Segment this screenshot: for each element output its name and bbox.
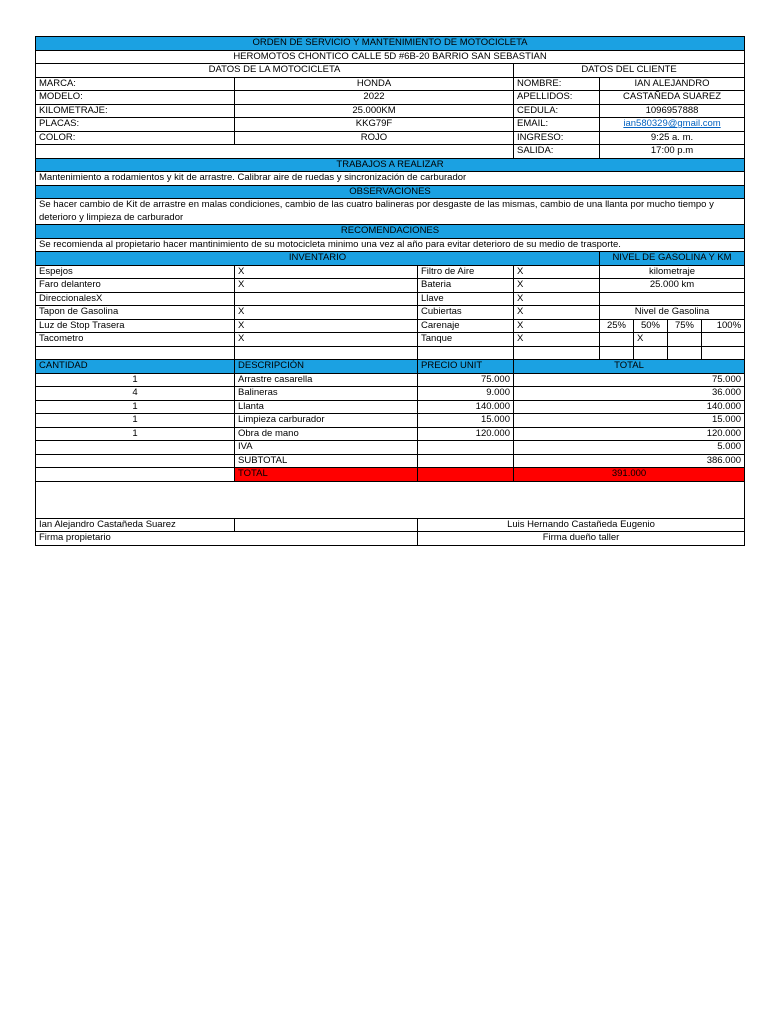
empty-cell (36, 346, 235, 360)
total-label: TOTAL (235, 468, 418, 482)
total-row (36, 468, 745, 482)
signature-space (36, 481, 745, 518)
empty-cell (514, 346, 600, 360)
item-desc: Balineras (235, 387, 418, 401)
service-order-table (35, 36, 745, 546)
item-unit-price: 15.000 (418, 414, 514, 428)
inventory-check: X (235, 306, 418, 320)
moto-label: PLACAS: (36, 118, 235, 132)
inventory-check: X (235, 319, 418, 333)
gas-level-75: 75% (668, 319, 702, 333)
inventory-item: Tacometro (36, 333, 235, 347)
client-email-cell (600, 118, 745, 132)
item-total: 15.000 (514, 414, 745, 428)
empty-cell (600, 292, 745, 306)
total-header: TOTAL (514, 360, 745, 374)
client-value: 17:00 p.m (600, 145, 745, 159)
item-row (36, 400, 745, 414)
inventory-item: Tanque (418, 333, 514, 347)
client-email-link[interactable]: ian580329@gmail.com (623, 118, 721, 129)
gas-level-100: 100% (702, 319, 745, 333)
empty-cell (235, 346, 418, 360)
items-header-row (36, 360, 745, 374)
data-row (36, 77, 745, 91)
client-value: IAN ALEJANDRO (600, 77, 745, 91)
subtotal-value: 386.000 (514, 454, 745, 468)
item-row (36, 387, 745, 401)
inventory-check: X (514, 306, 600, 320)
total-value: 391.000 (514, 468, 745, 482)
iva-row (36, 441, 745, 455)
moto-value: 25.000KM (235, 104, 514, 118)
owner-signature-label: Firma propietario (36, 532, 418, 546)
client-label: INGRESO: (514, 131, 600, 145)
item-qty: 1 (36, 427, 235, 441)
owner-name: Ian Alejandro Castañeda Suarez (36, 518, 235, 532)
desc-header: DESCRIPCIÓN (235, 360, 418, 374)
empty-cell (418, 346, 514, 360)
item-unit-price: 140.000 (418, 400, 514, 414)
data-row (36, 104, 745, 118)
gas-mark (668, 333, 702, 347)
data-row (36, 131, 745, 145)
recomendaciones-heading-row (36, 225, 745, 239)
client-value: CASTAÑEDA SUAREZ (600, 91, 745, 105)
km-label: kilometraje (600, 265, 745, 279)
observaciones-row (36, 199, 745, 225)
inventory-item: Luz de Stop Trasera (36, 319, 235, 333)
inventory-row (36, 279, 745, 293)
item-row (36, 427, 745, 441)
empty-cell (235, 518, 418, 532)
item-qty: 1 (36, 373, 235, 387)
trabajos-heading-row (36, 158, 745, 172)
inventory-item: Faro delantero (36, 279, 235, 293)
moto-label: COLOR: (36, 131, 235, 145)
service-order-sheet (35, 36, 744, 546)
inventory-check: X (514, 265, 600, 279)
item-desc: Arrastre casarella (235, 373, 418, 387)
inventory-row (36, 306, 745, 320)
inventario-heading-row (36, 252, 745, 266)
gas-level-label: Nivel de Gasolina (600, 306, 745, 320)
item-row (36, 414, 745, 428)
subtotal-row (36, 454, 745, 468)
moto-value: ROJO (235, 131, 514, 145)
recomendaciones-text: Se recomienda al propietario hacer mantinimiento de su motocicleta minimo una vez al año para evitar deterioro de su medio de trasporte. (36, 238, 745, 252)
order-title: ORDEN DE SERVICIO Y MANTENIMIENTO DE MOTOCICLETA (36, 37, 745, 51)
observaciones-heading-row (36, 185, 745, 199)
moto-value: KKG79F (235, 118, 514, 132)
inventory-check: X (235, 265, 418, 279)
client-label: NOMBRE: (514, 77, 600, 91)
moto-value: 2022 (235, 91, 514, 105)
inventory-spacer-row (36, 346, 745, 360)
title-row (36, 37, 745, 51)
inventory-item: Cubiertas (418, 306, 514, 320)
gas-mark (702, 333, 745, 347)
item-qty: 4 (36, 387, 235, 401)
shop-signature-label: Firma dueño taller (418, 532, 745, 546)
inventory-check: X (514, 333, 600, 347)
inventory-check (235, 292, 418, 306)
recomendaciones-row (36, 238, 745, 252)
inventory-check: X (514, 279, 600, 293)
inventory-item: DireccionalesX (36, 292, 235, 306)
recomendaciones-heading: RECOMENDACIONES (36, 225, 745, 239)
inventory-row (36, 319, 745, 333)
item-desc: Llanta (235, 400, 418, 414)
trabajos-row (36, 172, 745, 186)
moto-label: MODELO: (36, 91, 235, 105)
observaciones-text: Se hacer cambio de Kit de arrastre en malas condiciones, cambio de las cuatro balineras por desgaste de las mismas, cambio de una llanta por mucho tiempo y deterioro y limpieza de carburador (36, 199, 745, 225)
empty-cell (418, 454, 514, 468)
empty-cell (634, 346, 668, 360)
item-total: 120.000 (514, 427, 745, 441)
signature-names-row (36, 518, 745, 532)
inventory-item: Tapon de Gasolina (36, 306, 235, 320)
inventory-check: X (514, 319, 600, 333)
data-row (36, 91, 745, 105)
item-total: 75.000 (514, 373, 745, 387)
item-row (36, 373, 745, 387)
client-label: APELLIDOS: (514, 91, 600, 105)
inventory-row (36, 292, 745, 306)
client-section-heading: DATOS DEL CLIENTE (514, 64, 745, 78)
inventory-check: X (235, 279, 418, 293)
item-desc: Obra de mano (235, 427, 418, 441)
iva-label: IVA (235, 441, 418, 455)
moto-label: KILOMETRAJE: (36, 104, 235, 118)
gas-level-50: 50% (634, 319, 668, 333)
inventory-item: Llave (418, 292, 514, 306)
inventory-item: Espejos (36, 265, 235, 279)
client-label: CEDULA: (514, 104, 600, 118)
address-row (36, 50, 745, 64)
item-unit-price: 120.000 (418, 427, 514, 441)
gas-mark: X (634, 333, 668, 347)
km-value: 25.000 km (600, 279, 745, 293)
iva-value: 5.000 (514, 441, 745, 455)
item-qty: 1 (36, 400, 235, 414)
empty-cell (36, 468, 235, 482)
gas-level-25: 25% (600, 319, 634, 333)
item-total: 140.000 (514, 400, 745, 414)
qty-header: CANTIDAD (36, 360, 235, 374)
item-unit-price: 75.000 (418, 373, 514, 387)
empty-cell (36, 454, 235, 468)
signature-space-row (36, 481, 745, 518)
moto-value: HONDA (235, 77, 514, 91)
inventory-check: X (514, 292, 600, 306)
moto-section-heading: DATOS DE LA MOTOCICLETA (36, 64, 514, 78)
data-row (36, 145, 745, 159)
empty-cell (668, 346, 702, 360)
section-heading-row (36, 64, 745, 78)
inventory-check: X (235, 333, 418, 347)
empty-cell (702, 346, 745, 360)
client-label: EMAIL: (514, 118, 600, 132)
shop-address: HEROMOTOS CHONTICO CALLE 5D #6B-20 BARRIO SAN SEBASTIAN (36, 50, 745, 64)
trabajos-heading: TRABAJOS A REALIZAR (36, 158, 745, 172)
empty-cell (36, 145, 514, 159)
inventory-row (36, 333, 745, 347)
item-desc: Limpieza carburador (235, 414, 418, 428)
empty-cell (418, 441, 514, 455)
client-label: SALIDA: (514, 145, 600, 159)
client-value: 1096957888 (600, 104, 745, 118)
trabajos-text: Mantenimiento a rodamientos y kit de arrastre. Calibrar aire de ruedas y sincronización de carburador (36, 172, 745, 186)
empty-cell (36, 441, 235, 455)
data-row (36, 118, 745, 132)
inventory-item: Filtro de Aire (418, 265, 514, 279)
shop-owner-name: Luis Hernando Castañeda Eugenio (418, 518, 745, 532)
total-spacer (418, 468, 514, 482)
empty-cell (600, 346, 634, 360)
unit-price-header: PRECIO UNIT (418, 360, 514, 374)
inventory-item: Bateria (418, 279, 514, 293)
gas-heading: NIVEL DE GASOLINA Y KM (600, 252, 745, 266)
signature-labels-row (36, 532, 745, 546)
item-qty: 1 (36, 414, 235, 428)
observaciones-heading: OBSERVACIONES (36, 185, 745, 199)
inventario-heading: INVENTARIO (36, 252, 600, 266)
item-unit-price: 9.000 (418, 387, 514, 401)
inventory-row (36, 265, 745, 279)
moto-label: MARCA: (36, 77, 235, 91)
client-value: 9:25 a. m. (600, 131, 745, 145)
inventory-item: Carenaje (418, 319, 514, 333)
item-total: 36.000 (514, 387, 745, 401)
subtotal-label: SUBTOTAL (235, 454, 418, 468)
gas-mark (600, 333, 634, 347)
